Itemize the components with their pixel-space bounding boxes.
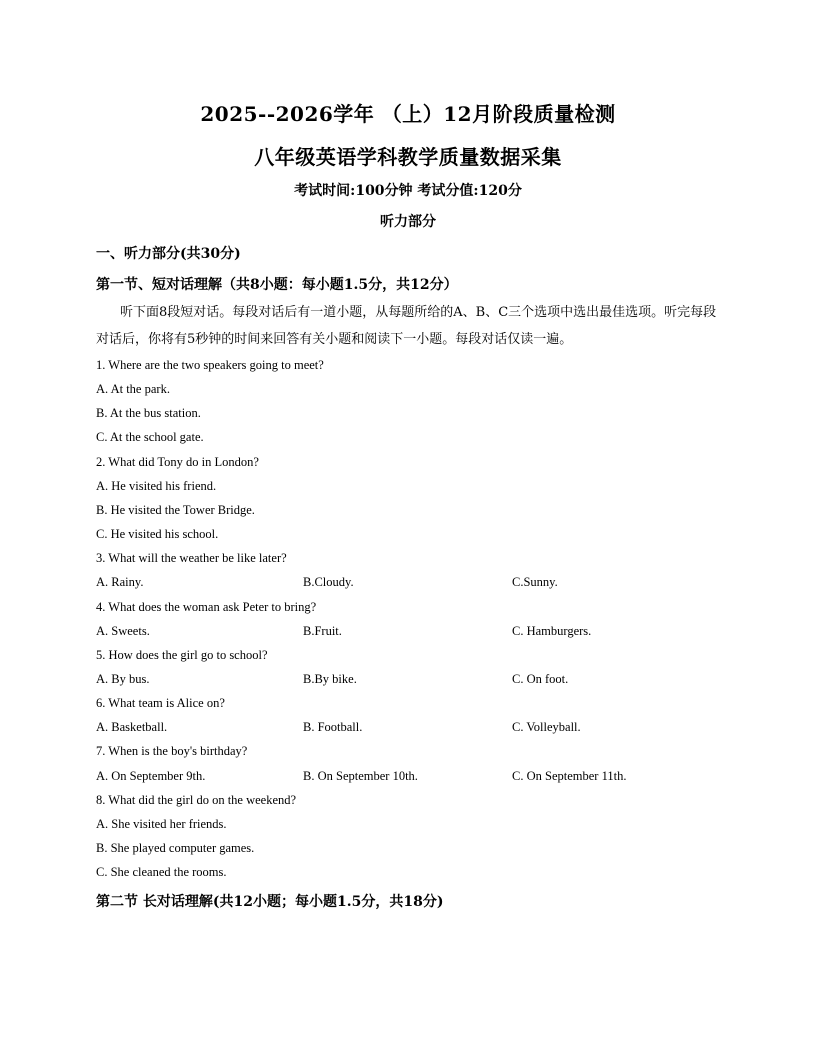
- instructions-paragraph: 听下面8段短对话。每段对话后有一道小题，从每题所给的A、B、C三个选项中选出最佳选项。听完每段对话后，你将有5秒钟的时间来回答有关小题和阅读下一小题。每段对话仅读一遍。: [96, 305, 717, 347]
- exam-info: 考试时间:100分钟 考试分值:120分: [294, 183, 522, 199]
- option-b: B.Cloudy.: [303, 575, 354, 589]
- option-a: A. Rainy.: [96, 575, 144, 589]
- exam-title-line2: 八年级英语学科教学质量数据采集: [254, 145, 562, 169]
- option-b: B. At the bus station.: [96, 406, 201, 420]
- option-c: C. On foot.: [512, 672, 569, 686]
- exam-title-line1: 2025--2026学年 （上）12月阶段质量检测: [200, 102, 616, 126]
- part-title: 听力部分: [380, 214, 436, 230]
- option-b: B. Football.: [303, 720, 363, 734]
- question-stem: 4. What does the woman ask Peter to bring?: [96, 600, 317, 614]
- option-a: A. He visited his friend.: [96, 479, 217, 493]
- option-b: B.By bike.: [303, 672, 357, 686]
- option-c: C. He visited his school.: [96, 527, 219, 541]
- question-stem: 7. When is the boy's birthday?: [96, 744, 248, 758]
- option-a: A. By bus.: [96, 672, 150, 686]
- option-c: C. At the school gate.: [96, 430, 204, 444]
- option-c: C. On September 11th.: [512, 769, 627, 783]
- section-heading: 一、听力部分(共30分): [96, 246, 241, 262]
- question-stem: 6. What team is Alice on?: [96, 696, 225, 710]
- section2-subheading: 第二节 长对话理解(共12小题；每小题1.5分，共18分): [96, 894, 444, 910]
- question-stem: 1. Where are the two speakers going to meet?: [96, 358, 324, 372]
- option-a: A. On September 9th.: [96, 769, 206, 783]
- option-a: A. At the park.: [96, 382, 170, 396]
- option-b: B. She played computer games.: [96, 841, 255, 855]
- option-a: A. She visited her friends.: [96, 817, 227, 831]
- question-stem: 3. What will the weather be like later?: [96, 551, 287, 565]
- option-c: C.Sunny.: [512, 575, 558, 589]
- option-b: B.Fruit.: [303, 624, 342, 638]
- question-stem: 5. How does the girl go to school?: [96, 648, 268, 662]
- option-a: A. Sweets.: [96, 624, 150, 638]
- option-c: C. Volleyball.: [512, 720, 581, 734]
- section1-subheading: 第一节、短对话理解（共8小题：每小题1.5分，共12分）: [96, 277, 458, 293]
- option-b: B. On September 10th.: [303, 769, 418, 783]
- option-c: C. Hamburgers.: [512, 624, 592, 638]
- option-c: C. She cleaned the rooms.: [96, 865, 227, 879]
- question-stem: 8. What did the girl do on the weekend?: [96, 793, 297, 807]
- question-stem: 2. What did Tony do in London?: [96, 455, 259, 469]
- option-a: A. Basketball.: [96, 720, 168, 734]
- option-b: B. He visited the Tower Bridge.: [96, 503, 255, 517]
